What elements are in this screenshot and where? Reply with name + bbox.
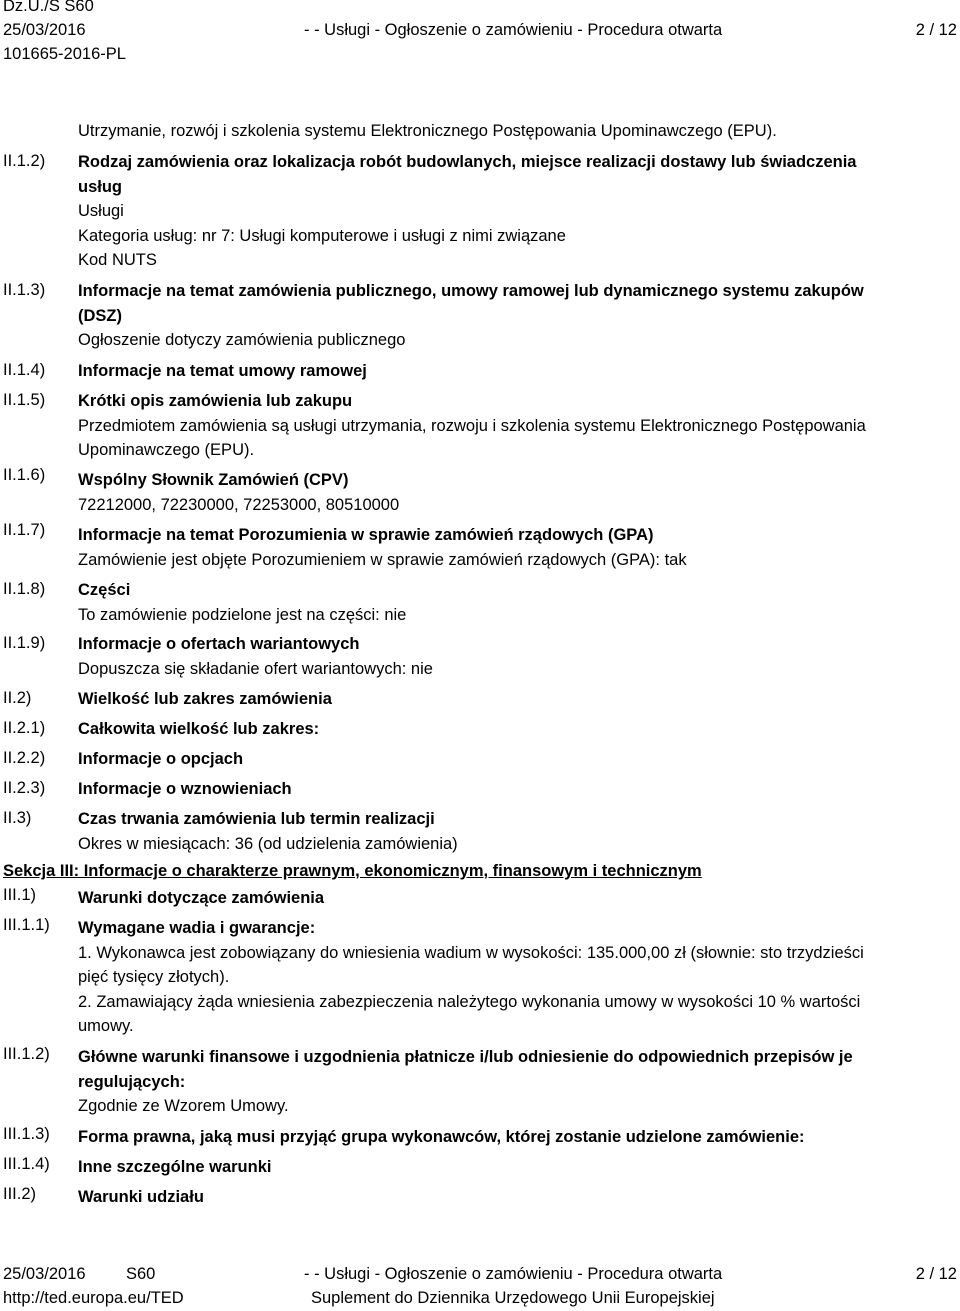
item-ii-2-2 <box>78 747 948 772</box>
item-text: Ogłoszenie dotyczy zamówienia publicznego <box>78 331 406 349</box>
item-text: pięć tysięcy złotych). <box>78 968 230 986</box>
notice-id: 101665-2016-PL <box>3 45 126 63</box>
item-number: II.2.2) <box>3 749 46 767</box>
item-text: 1. Wykonawca jest zobowiązany do wniesienia wadium w wysokości: 135.000,00 zł (słownie: sto trzydzieści <box>78 943 864 962</box>
footer-date: 25/03/2016 <box>3 1265 86 1283</box>
item-title: Forma prawna, jaką musi przyjąć grupa wykonawców, której zostanie udzielone zamówienie: <box>78 1128 805 1146</box>
item-number: III.1.2) <box>3 1045 50 1063</box>
item-ii-3 <box>78 807 948 856</box>
item-number: III.2) <box>3 1185 37 1203</box>
item-ii-1-7 <box>78 523 948 572</box>
footer-title: - - Usługi - Ogłoszenie o zamówieniu - Procedura otwarta <box>304 1265 723 1283</box>
footer-page: 2 / 12 <box>915 1265 957 1283</box>
item-title: Krótki opis zamówienia lub zakupu <box>78 392 353 410</box>
item-iii-1-1 <box>78 916 948 1039</box>
top-text: Utrzymanie, rozwój i szkolenia systemu Elektronicznego Postępowania Upominawczego (EPU). <box>78 122 777 140</box>
item-text: Okres w miesiącach: 36 (od udzielenia zamówienia) <box>78 834 458 853</box>
item-number: II.1.6) <box>3 466 46 484</box>
item-text: Przedmiotem zamówienia są usługi utrzymania, rozwoju i szkolenia systemu Elektronicznego Postępowania <box>78 416 866 435</box>
item-number: II.1.4) <box>3 361 46 379</box>
item-title: Czas trwania zamówienia lub termin realizacji <box>78 810 435 828</box>
item-title: Główne warunki finansowe i uzgodnienia płatnicze i/lub odniesienie do odpowiednich przepisów je <box>78 1048 853 1066</box>
item-number: II.1.9) <box>3 634 46 652</box>
item-title: Informacje na temat Porozumienia w sprawie zamówień rządowych (GPA) <box>78 526 654 544</box>
item-text: Usługi <box>78 202 124 220</box>
item-number: II.1.5) <box>3 391 46 409</box>
item-number: III.1.1) <box>3 916 50 934</box>
item-title: usług <box>78 177 122 196</box>
item-iii-1-4 <box>78 1155 948 1180</box>
item-title: Informacje o opcjach <box>78 750 244 768</box>
item-title: (DSZ) <box>78 306 122 325</box>
item-title: Warunki udziału <box>78 1188 204 1206</box>
item-title: Rodzaj zamówienia oraz lokalizacja robót budowlanych, miejsce realizacji dostawy lub świadczenia <box>78 153 857 171</box>
item-iii-1-3 <box>78 1125 948 1150</box>
section3-heading: Sekcja III: Informacje o charakterze prawnym, ekonomicznym, finansowym i technicznym <box>3 862 702 880</box>
item-number: II.2) <box>3 689 32 707</box>
item-title: Inne szczególne warunki <box>78 1158 272 1176</box>
item-title: Części <box>78 581 131 599</box>
item-ii-2-1 <box>78 717 948 742</box>
item-title: Informacje o wznowieniach <box>78 780 292 798</box>
item-text: Zamówienie jest objęte Porozumieniem w sprawie zamówień rządowych (GPA): tak <box>78 550 687 569</box>
item-number: III.1.3) <box>3 1125 50 1143</box>
item-title: Informacje na temat umowy ramowej <box>78 362 367 380</box>
item-number: II.1.7) <box>3 521 46 539</box>
item-number: II.2.3) <box>3 779 46 797</box>
item-number: III.1.4) <box>3 1155 50 1173</box>
item-ii-1-4 <box>78 359 948 384</box>
item-number: II.1.2) <box>3 152 46 170</box>
item-text: umowy. <box>78 1017 134 1035</box>
item-text: To zamówienie podzielone jest na części: nie <box>78 605 407 624</box>
header-page: 2 / 12 <box>915 21 957 39</box>
item-title: Informacje na temat zamówienia publicznego, umowy ramowej lub dynamicznego systemu zakupów <box>78 282 864 300</box>
item-text: Zgodnie ze Wzorem Umowy. <box>78 1097 289 1115</box>
item-title: Całkowita wielkość lub zakres: <box>78 720 320 738</box>
item-iii-2 <box>78 1185 948 1210</box>
item-title: Wspólny Słownik Zamówień (CPV) <box>78 471 349 489</box>
item-text: 2. Zamawiający żąda wniesienia zabezpieczenia należytego wykonania umowy w wysokości 10 % wartości <box>78 992 861 1011</box>
item-ii-2-3 <box>78 777 948 802</box>
item-number: II.2.1) <box>3 719 46 737</box>
item-iii-1-2 <box>78 1045 948 1119</box>
item-title: Warunki dotyczące zamówienia <box>78 889 325 907</box>
item-title: Informacje o ofertach wariantowych <box>78 635 360 653</box>
item-number: II.3) <box>3 809 32 827</box>
item-text: Dopuszcza się składanie ofert wariantowych: nie <box>78 659 433 678</box>
item-text: Upominawczego (EPU). <box>78 441 255 459</box>
journal-ref: Dz.U./S S60 <box>3 0 94 15</box>
footer-publication: Suplement do Dziennika Urzędowego Unii Europejskiej <box>311 1289 715 1307</box>
item-ii-2 <box>78 687 948 712</box>
item-ii-1-6 <box>78 468 948 517</box>
item-number: II.1.8) <box>3 580 46 598</box>
item-iii-1 <box>78 886 948 911</box>
item-ii-1-3 <box>78 279 948 353</box>
item-title: regulujących: <box>78 1072 186 1091</box>
ted-url-link[interactable]: http://ted.europa.eu/TED <box>3 1289 184 1307</box>
item-ii-1-2 <box>78 150 948 273</box>
item-ii-1-5 <box>78 389 948 463</box>
item-ii-1-8 <box>78 578 948 627</box>
item-text: Kod NUTS <box>78 251 157 269</box>
item-number: II.1.3) <box>3 281 46 299</box>
header-title: - - Usługi - Ogłoszenie o zamówieniu - Procedura otwarta <box>304 21 723 39</box>
item-title: Wymagane wadia i gwarancje: <box>78 919 316 937</box>
item-text: Kategoria usług: nr 7: Usługi komputerowe i usługi z nimi związane <box>78 226 566 245</box>
item-ii-1-9 <box>78 632 948 681</box>
item-title: Wielkość lub zakres zamówienia <box>78 690 332 708</box>
item-number: III.1) <box>3 886 37 904</box>
item-text: 72212000, 72230000, 72253000, 80510000 <box>78 495 400 514</box>
footer-series: S60 <box>126 1265 156 1283</box>
header-date: 25/03/2016 <box>3 21 86 39</box>
